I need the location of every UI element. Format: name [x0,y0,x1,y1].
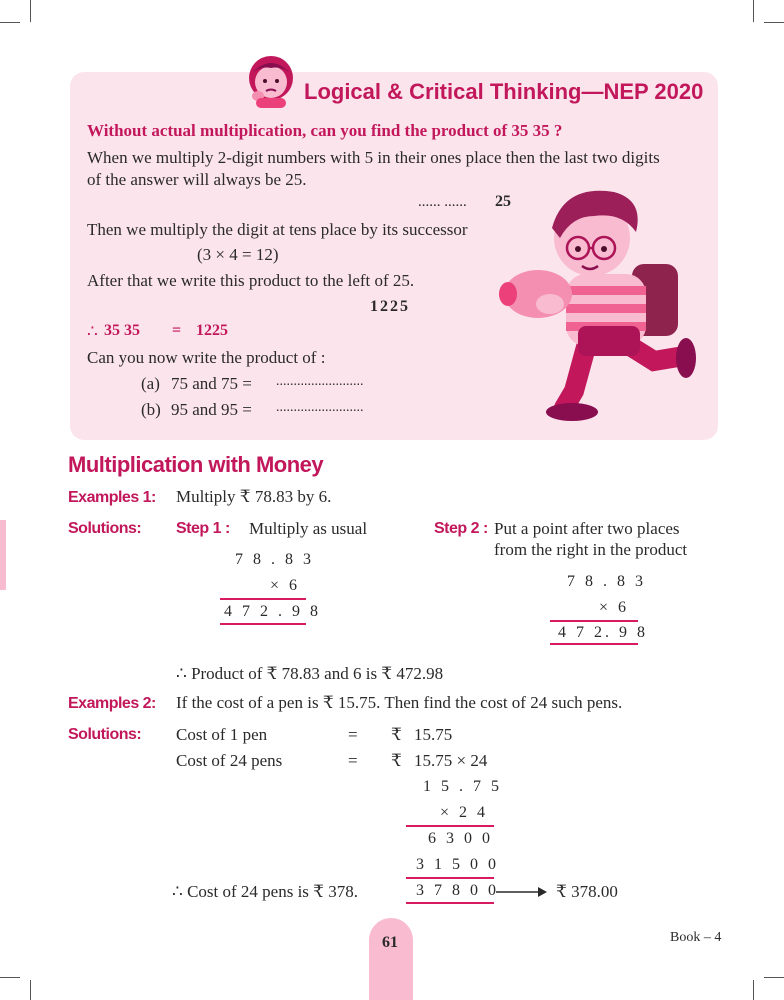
final-value: ₹ 378.00 [556,882,618,901]
therefore-eq: = [172,322,182,339]
q-b-label: (b) [141,400,161,419]
final-text: ∴ Cost of 24 pens is ₹ 378. [172,882,358,901]
crop-mark [764,22,784,23]
nep-result: 1225 [370,298,410,315]
nep-para1-line1: When we multiply 2-digit numbers with 5 in their ones place then the last two digits [87,148,660,167]
sol1-label: Solutions: [68,520,142,537]
calc2-top: 1 5 . 7 5 [423,778,502,795]
q-a-label: (a) [141,374,160,393]
nep-blank-25: 25 [495,193,511,210]
step1-label: Step 1 : [176,520,230,537]
nep-question2: Can you now write the product of : [87,348,326,367]
step2-line2: from the right in the product [494,540,688,559]
row2-value: 15.75 × 24 [414,751,488,770]
step2-line1: Put a point after two places [494,519,680,538]
step2-rule [550,620,638,622]
calc2-rule [406,902,494,904]
therefore-icon: ∴ [87,322,98,341]
page-number: 61 [382,934,398,951]
section-title: Multiplication with Money [68,452,324,477]
ex2-text: If the cost of a pen is ₹ 15.75. Then find the cost of 24 such pens. [176,693,623,712]
crop-mark [30,0,31,22]
book-label: Book – 4 [670,930,722,945]
nep-calc: (3 × 4 = 12) [197,245,279,264]
step1-top: 7 8 . 8 3 [235,551,314,568]
row2-label: Cost of 24 pens [176,751,283,770]
step2-rule [550,643,638,645]
nep-para3: After that we write this product to the left of 25. [87,271,415,290]
crop-mark [0,22,20,23]
ex1-text: Multiply ₹ 78.83 by 6. [176,487,332,506]
step1-text: Multiply as usual [249,519,368,538]
calc2-p2: 3 1 5 0 0 [416,856,499,873]
step1-rule [220,598,306,600]
running-boy-illustration [494,186,704,426]
step2-result: 4 7 2. 9 8 [558,624,648,641]
rupee-icon: ₹ [391,751,402,770]
nep-title: Logical & Critical Thinking—NEP 2020 [304,79,704,104]
thinking-girl-icon [242,54,300,110]
step2-top: 7 8 . 8 3 [567,573,646,590]
calc2-p1: 6 3 0 0 [428,830,493,847]
product-line: ∴ Product of ₹ 78.83 and 6 is ₹ 472.98 [176,664,444,683]
therefore-right: 1225 [196,322,228,339]
calc2-result: 3 7 8 0 0 [416,882,499,899]
crop-mark [753,980,754,1000]
therefore-left: 35 35 [104,322,140,339]
calc2-mult: × 2 4 [440,804,489,821]
crop-mark [764,977,784,978]
crop-mark [753,0,754,22]
step1-result: 4 7 2 . 9 8 [224,603,321,620]
q-b-blank: ......................... [276,400,364,415]
calc2-rule [406,877,494,879]
q-b-text: 95 and 95 = [171,400,252,419]
row1-eq: = [348,725,358,744]
step1-mult: × 6 [270,577,301,594]
step2-label: Step 2 : [434,520,488,537]
sol2-label: Solutions: [68,726,142,743]
row1-value: 15.75 [414,725,453,744]
row2-eq: = [348,751,358,770]
q-a-blank: ......................... [276,374,364,389]
ex2-label: Examples 2: [68,695,156,712]
ex1-label: Examples 1: [68,489,156,506]
step1-rule [220,623,306,625]
row1-label: Cost of 1 pen [176,725,268,744]
step2-mult: × 6 [599,599,630,616]
q-a-text: 75 and 75 = [171,374,252,393]
nep-para2: Then we multiply the digit at tens place by its successor [87,220,468,239]
crop-mark [0,977,20,978]
edge-tab [0,520,6,590]
crop-mark [30,980,31,1000]
arrow-right-icon [496,885,548,899]
rupee-icon: ₹ [391,725,402,744]
nep-question: Without actual multiplication, can you find the product of 35 35 ? [87,121,563,140]
calc2-rule [406,825,494,827]
nep-para1-line2: of the answer will always be 25. [87,170,307,189]
nep-blank-dots: ...... ...... [418,194,467,210]
page-number-tab [369,918,413,1000]
